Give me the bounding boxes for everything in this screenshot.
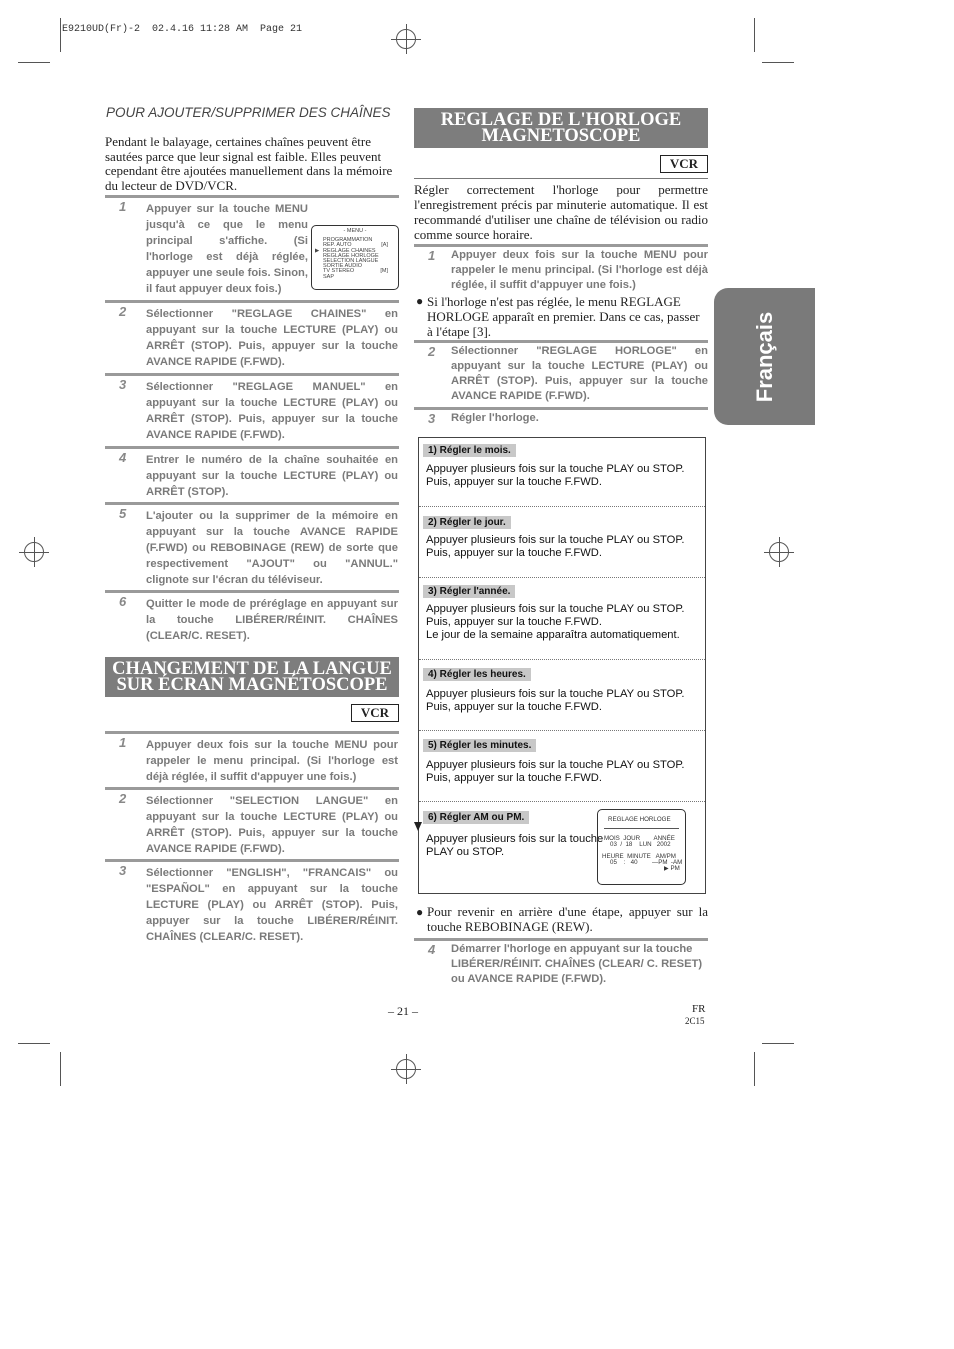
step-4: [105, 446, 399, 503]
clock-step-2: [414, 340, 708, 407]
crop-mark: [754, 1052, 755, 1086]
clock-step-1: [414, 244, 708, 295]
bullet-icon: ●: [416, 905, 424, 919]
lang-step-2: [105, 787, 399, 860]
substep-label: 6) Régler AM ou PM.: [423, 811, 529, 824]
step-text: Quitter le mode de préréglage en appuyant sur la touche LIBÉRER/RÉINIT. CHAÎNES (CLEAR/C. RESET).: [146, 598, 398, 642]
clock-steps-box: [418, 437, 706, 894]
menu-item: SAP: [323, 273, 335, 280]
step-text: Appuyer deux fois sur la touche MENU pour rappeler le menu principal. (Si l'horloge est déjà réglée, il suffit d'appuyer une fois.): [146, 739, 398, 783]
substep-label: 3) Régler l'année.: [423, 585, 515, 598]
step-5: [105, 502, 399, 591]
step-text: Sélectionner "REGLAGE CHAINES" en appuyant sur la touche LECTURE (PLAY) ou ARRÊT (STOP). Puis, appuyer sur la touche AVANCE RAPIDE (F.FWD).: [146, 308, 398, 368]
substep-label: 2) Régler le jour.: [423, 516, 511, 529]
step-text: Démarrer l'horloge en appuyant sur la touche LIBÉRER/RÉINIT. CHAÎNES (CLEAR/ C. RESET) ou AVANCE RAPIDE (F.FWD).: [451, 943, 703, 985]
note-paragraph: Pour revenir en arrière d'une étape, appuyer sur la touche REBOBINAGE (REW).: [427, 904, 708, 934]
step-number: 2: [119, 791, 127, 806]
step-number: 3: [119, 863, 127, 878]
step-text: Régler l'horloge.: [451, 412, 539, 424]
language-side-tab: [714, 288, 815, 425]
language-section-banner: [105, 657, 399, 697]
banner-line: REGLAGE DE L'HORLOGE: [440, 110, 682, 130]
step-number: 3: [428, 411, 436, 426]
crop-mark: [60, 1052, 61, 1086]
arrow-down-icon: [414, 822, 422, 831]
registration-mark: [19, 537, 49, 567]
page-number: – 21 –: [388, 1004, 418, 1018]
footer-code: 2C15: [685, 1016, 705, 1026]
substep-label: 1) Régler le mois.: [423, 444, 516, 457]
vcr-badge: VCR: [660, 155, 708, 173]
bullet-icon: ●: [416, 294, 424, 308]
menu-screen-illustration: [311, 225, 399, 290]
lcd-title: REGLAGE HORLOGE: [608, 816, 671, 823]
step-6: [105, 590, 399, 649]
step-number: 2: [428, 344, 436, 359]
registration-mark: [391, 24, 421, 54]
menu-item: PROGRAMMATION: [323, 237, 373, 244]
lcd-time-values: 05 : 40: [610, 859, 638, 866]
clock-intro-paragraph: Régler correctement l'horloge pour permettre l'enregistrement précis par minuterie automatique. Il est recommandé d'utiliser une chaîne de télévision ou radio comme source horaire.: [414, 182, 708, 242]
clock-step-3: [414, 407, 708, 434]
section-subheading: POUR AJOUTER/SUPPRIMER DES CHAÎNES: [106, 105, 391, 120]
crop-mark: [18, 1043, 50, 1044]
menu-title: - MENU -: [343, 228, 367, 234]
step-number: 4: [119, 450, 127, 465]
step-text: L'ajouter ou la supprimer de la mémoire en appuyant sur la touche AVANCE RAPIDE (F.FWD) ou REBOBINAGE (REW) de sorte que respectivement "AJOUT" ou "ANNUL." clignote sur l'écran du téléviseur.: [146, 510, 398, 586]
substep-text: Appuyer plusieurs fois sur la touche PLAY ou STOP. Puis, appuyer sur la touche F.FWD.: [426, 759, 685, 784]
substep-text: Appuyer plusieurs fois sur la touche PLAY ou STOP. Puis, appuyer sur la touche F.FWD. Le jour de la semaine apparaîtra automatiquement.: [426, 603, 685, 641]
menu-item: REGLAGE HORLOGE: [323, 252, 379, 259]
lcd-ampm-selected: ▶ PM: [664, 865, 680, 872]
crop-mark: [18, 62, 50, 63]
step-2: [105, 300, 399, 373]
lang-step-3: [105, 859, 399, 948]
menu-item: SORTIE AUDIO: [323, 263, 363, 270]
divider: [419, 730, 705, 731]
step-text: Sélectionner "REGLAGE MANUEL" en appuyant sur la touche LECTURE (PLAY) ou ARRÊT (STOP). Puis, appuyer sur la touche AVANCE RAPIDE (F.FWD).: [146, 381, 398, 441]
step-text: Appuyer sur la touche MENU jusqu'à ce que le menu principal s'affiche. (Si l'horloge est déjà réglée, appuyer une seule fois. Sinon, il faut appuyer deux fois.): [146, 203, 308, 295]
substep-text: Appuyer plusieurs fois sur la touche PLAY ou STOP.: [426, 833, 604, 858]
divider: [419, 659, 705, 660]
substep-label: 4) Régler les heures.: [423, 668, 531, 681]
divider: [604, 828, 679, 829]
step-number: 4: [428, 942, 436, 957]
registration-mark: [391, 1054, 421, 1084]
step-text: Sélectionner "REGLAGE HORLOGE" en appuyant sur la touche LECTURE (PLAY) ou ARRÊT (STOP). Puis, appuyer sur la touche AVANCE RAPIDE (F.FWD).: [451, 345, 708, 402]
substep-text: Appuyer plusieurs fois sur la touche PLAY ou STOP. Puis, appuyer sur la touche F.FWD.: [426, 534, 685, 559]
clock-section-banner: [414, 108, 708, 148]
lcd-ampm-options: —PM -AM: [652, 859, 683, 866]
divider: [419, 506, 705, 507]
clock-step-4: [414, 938, 708, 991]
lcd-date-labels: MOIS JOUR ANNÉE: [604, 835, 675, 842]
menu-item: TV STEREO [M]: [323, 268, 388, 275]
menu-item-selected: ▶ REGLAGE CHAINES: [315, 247, 376, 254]
banner-line: SUR ÉCRAN MAGNÉTOSCOPE: [116, 675, 388, 695]
step-text: Appuyer deux fois sur la touche MENU pour rappeler le menu principal. (Si l'horloge est déjà réglée, il suffit d'appuyer une fois.): [451, 249, 708, 291]
lang-step-1: [105, 731, 399, 788]
step-text: Sélectionner "SELECTION LANGUE" en appuyant sur la touche LECTURE (PLAY) ou ARRÊT (STOP). Puis, appuyer sur la touche AVANCE RAPIDE (F.FWD).: [146, 795, 398, 855]
divider: [419, 577, 705, 578]
divider: [419, 801, 705, 802]
step-3: [105, 373, 399, 446]
intro-paragraph: Pendant le balayage, certaines chaînes peuvent être sautées parce que leur signal est faible. Elles peuvent cependant être ajoutées manuellement dans la mémoire du lecteur de DVD/VCR.: [105, 134, 393, 193]
banner-line: CHANGEMENT DE LA LANGUE: [112, 659, 392, 679]
print-slug: E9210UD(Fr)-2 02.4.16 11:28 AM Page 21: [62, 24, 303, 35]
footer-lang: FR: [692, 1003, 706, 1015]
step-number: 6: [119, 594, 127, 609]
menu-item: SELECTION LANGUE: [323, 258, 379, 265]
substep-label: 5) Régler les minutes.: [423, 739, 536, 752]
step-number: 2: [119, 304, 127, 319]
lcd-time-labels: HEURE MINUTE AM/PM: [602, 853, 676, 860]
step-number: 3: [119, 377, 127, 392]
step-text: Entrer le numéro de la chaîne souhaitée en appuyant sur la touche LECTURE (PLAY) ou ARRÊT (STOP).: [146, 454, 398, 498]
crop-mark: [60, 18, 61, 52]
substep-text: Appuyer plusieurs fois sur la touche PLAY ou STOP. Puis, appuyer sur la touche F.FWD.: [426, 688, 685, 713]
step-text: Sélectionner "ENGLISH", "FRANCAIS" ou "ESPAÑOL" en appuyant sur la touche LECTURE (PLAY) ou ARRÊT (STOP). Puis, appuyer sur la touche LIBÉRER/RÉINIT. CHAÎNES (CLEAR/C. RESET).: [146, 867, 398, 943]
substep-text: Appuyer plusieurs fois sur la touche PLAY ou STOP. Puis, appuyer sur la touche F.FWD.: [426, 463, 685, 488]
side-tab-label: Français: [751, 311, 777, 402]
step-number: 1: [119, 735, 127, 750]
note-paragraph: Si l'horloge n'est pas réglée, le menu REGLAGE HORLOGE apparaît en premier. Dans ce cas, passer à l'étape [3].: [427, 294, 700, 339]
crop-mark: [762, 1043, 794, 1044]
banner-line: MAGNETOSCOPE: [481, 126, 641, 146]
crop-mark: [762, 62, 794, 63]
step-number: 5: [119, 506, 127, 521]
vcr-badge: VCR: [351, 704, 399, 722]
clock-setting-screen-illustration: [597, 809, 686, 885]
selector-arrow-icon: ▶: [315, 247, 320, 254]
divider: [414, 178, 708, 179]
step-number: 1: [428, 248, 436, 263]
menu-item: REP. AUTO [A]: [323, 242, 388, 249]
registration-mark: [764, 537, 794, 567]
step-number: 1: [119, 199, 127, 214]
crop-mark: [754, 18, 755, 52]
lcd-date-values: 03 / 18 LUN 2002: [610, 841, 671, 848]
